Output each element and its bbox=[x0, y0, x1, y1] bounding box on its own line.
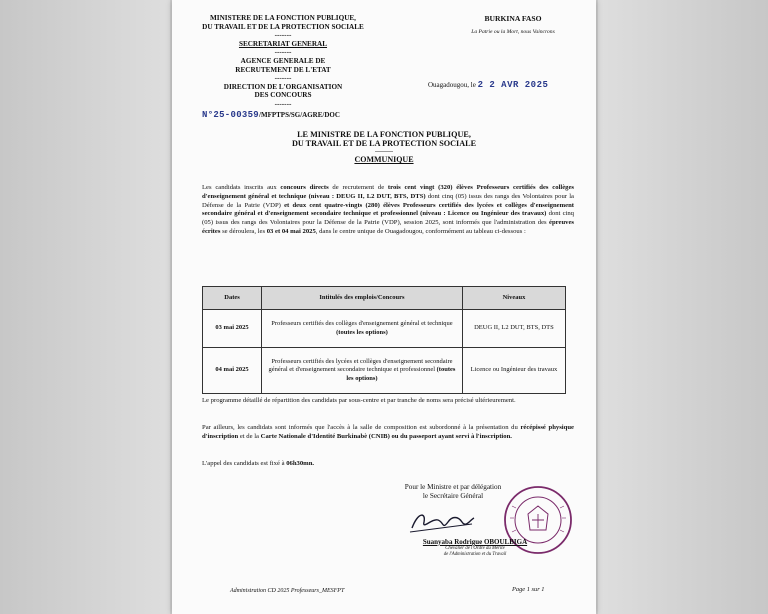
background-right bbox=[598, 0, 768, 614]
row-job bbox=[262, 348, 463, 394]
bold-text: trois cent vingt (320) élèves Professeurs certifiés des collèges d'enseignement général et technique (niveau : DEUG II, L2 DUT, BTS, DTS) bbox=[202, 184, 575, 200]
row-job bbox=[262, 310, 463, 348]
reference-number bbox=[202, 110, 340, 120]
footer-reference: Administration CD 2025 Professeurs_MESFPT bbox=[230, 588, 345, 594]
text: de recrutement de bbox=[328, 184, 388, 191]
signer-title-line1: Chevalier de l'Ordre du Mérite bbox=[445, 546, 505, 551]
title-dashes: --------- bbox=[375, 148, 393, 155]
reference-prefix: N° bbox=[202, 110, 214, 120]
direction-line1: DIRECTION DE L'ORGANISATION bbox=[223, 82, 343, 91]
paragraph-call-time bbox=[202, 460, 314, 467]
handwritten-signature bbox=[408, 508, 478, 536]
row-level: DEUG II, L2 DUT, BTS, DTS bbox=[462, 310, 565, 348]
national-motto: La Patrie ou la Mort, nous Vaincrons bbox=[471, 29, 555, 35]
bold-text: épreuves écrites bbox=[202, 219, 574, 235]
country-header bbox=[448, 14, 578, 35]
bold-text: récépissé physique d'inscription bbox=[202, 424, 574, 440]
job-options: (toutes les options) bbox=[336, 328, 388, 336]
signer-block bbox=[390, 538, 560, 558]
date-stamp: 2 2 AVR 2025 bbox=[477, 80, 549, 90]
header-jobs: Intitulés des emplois/Concours bbox=[262, 287, 463, 310]
background-left bbox=[0, 0, 170, 614]
text: se déroulera, les bbox=[220, 227, 267, 235]
ministry-line1: MINISTERE DE LA FONCTION PUBLIQUE, bbox=[210, 14, 356, 22]
dashes: ------- bbox=[274, 31, 292, 40]
bold-text: 06h30mn. bbox=[286, 460, 315, 467]
text: L'appel des candidats est fixé à bbox=[202, 460, 287, 467]
document-page bbox=[172, 0, 596, 614]
place-date bbox=[428, 80, 548, 90]
place-label: Ouagadougou, le bbox=[428, 81, 476, 89]
dashes: ------- bbox=[274, 48, 292, 57]
paragraph-access bbox=[202, 424, 574, 442]
header-levels: Niveaux bbox=[462, 287, 565, 310]
page-number: Page 1 sur 1 bbox=[512, 586, 545, 593]
direction-line2: DES CONCOURS bbox=[254, 91, 312, 100]
job-options: (toutes les options) bbox=[346, 366, 456, 382]
communique-heading: COMMUNIQUE bbox=[354, 154, 414, 164]
row-level: Licence ou Ingénieur des travaux bbox=[462, 348, 565, 394]
table-row bbox=[203, 348, 566, 394]
text: , dans le centre unique de Ouagadougou, conformément au tableau ci-dessous : bbox=[315, 227, 526, 235]
text: dont cinq (05) issus des rangs des Volontaires pour la Défense de la Patrie (VDP) bbox=[202, 192, 574, 209]
row-date: 04 mai 2025 bbox=[203, 348, 262, 394]
signer-name: Suanyaba Rodrigue OBOULBIGA bbox=[422, 538, 528, 546]
schedule-table bbox=[202, 286, 566, 394]
title-line2: DU TRAVAIL ET DE LA PROTECTION SOCIALE bbox=[291, 139, 477, 149]
bold-text: et deux cent quatre-vingts (280) élèves Professeurs certifiés des lycées et collèges d'enseignement secondaire général et d'enseignement secondaire technique et professionnel (niveau : Licence ou Ingénieur des travaux) bbox=[202, 201, 575, 218]
signer-title-line2: de l'Administration et du Travail bbox=[443, 551, 507, 557]
text: Les candidats inscrits aux bbox=[202, 184, 281, 191]
text: et de la bbox=[238, 432, 261, 440]
delegation-line1: Pour le Ministre et par délégation bbox=[404, 483, 502, 491]
job-text: Professeurs certifiés des lycées et collèges d'enseignement secondaire général et d'enseignement secondaire technique et professionnel bbox=[268, 358, 453, 374]
delegation-line2: le Secrétaire Général bbox=[422, 492, 484, 500]
text: Par ailleurs, les candidats sont informés que l'accès à la salle de composition est subordonné à la présentation du bbox=[202, 424, 521, 431]
ministry-header bbox=[198, 14, 368, 109]
ministry-line2: DU TRAVAIL ET DE LA PROTECTION SOCIALE bbox=[202, 22, 364, 31]
bold-text: Carte Nationale d'Identité Burkinabè (CNIB) ou du passeport ayant servi à l'inscription. bbox=[260, 432, 512, 440]
dashes: ------- bbox=[274, 99, 292, 108]
bold-text: 03 et 04 mai 2025 bbox=[266, 227, 316, 235]
dashes: ------- bbox=[274, 74, 292, 83]
job-text: Professeurs certifiés des collèges d'enseignement général et technique bbox=[271, 320, 453, 328]
paragraph-program: Le programme détaillé de répartition des candidats par sous-centre et par tranche de noms sera précisé ultérieurement. bbox=[202, 397, 516, 404]
country-name: BURKINA FASO bbox=[484, 14, 542, 23]
agency-line2: RECRUTEMENT DE L'ETAT bbox=[235, 65, 331, 74]
table-header-row bbox=[203, 287, 566, 310]
paragraph-main bbox=[202, 184, 574, 237]
text: dont cinq (05) issus des rangs des Volontaires pour la Défense de la Patrie (VDP), session 2025, sont informés que l'administration des bbox=[202, 210, 574, 226]
document-title bbox=[172, 130, 596, 164]
header-dates: Dates bbox=[203, 287, 262, 310]
title-line1: LE MINISTRE DE LA FONCTION PUBLIQUE, bbox=[297, 130, 471, 139]
reference-stamp: 25-00359 bbox=[213, 110, 260, 120]
agency-line1: AGENCE GENERALE DE bbox=[240, 56, 326, 65]
row-date: 03 mai 2025 bbox=[203, 310, 262, 348]
bold-text: concours directs bbox=[280, 184, 329, 191]
table-row bbox=[203, 310, 566, 348]
secretariat-label: SECRETARIAT GENERAL bbox=[238, 39, 328, 48]
reference-suffix: /MFPTPS/SG/AGRE/DOC bbox=[259, 111, 340, 119]
